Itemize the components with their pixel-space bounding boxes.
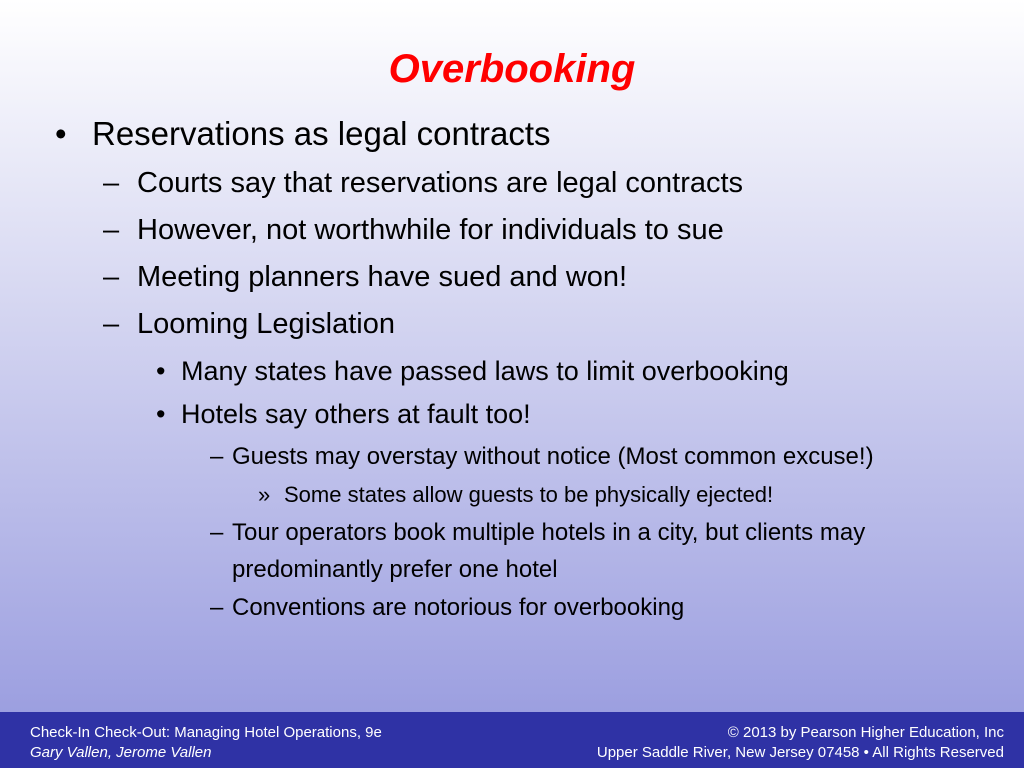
footer-right	[597, 723, 1004, 763]
bullet-text: Guests may overstay without notice (Most common excuse!)	[232, 443, 874, 470]
dash-marker: –	[103, 261, 120, 293]
dash-marker: –	[103, 308, 120, 340]
bullet-marker: •	[156, 356, 166, 386]
bullet-text: Tour operators book multiple hotels in a city, but clients may	[232, 519, 866, 546]
footer-bar	[0, 712, 1024, 768]
bullet-marker: •	[156, 399, 166, 429]
dash-marker: –	[210, 519, 224, 546]
dash-marker: –	[103, 167, 120, 199]
bullet-text: Reservations as legal contracts	[92, 115, 551, 152]
dash-marker: –	[210, 443, 224, 470]
bullet-text: Hotels say others at fault too!	[181, 399, 531, 429]
bullet-text: Some states allow guests to be physically ejected!	[284, 482, 774, 507]
footer-copyright: © 2013 by Pearson Higher Education, Inc	[727, 724, 1004, 741]
chevron-marker: »	[258, 482, 271, 507]
bullet-text: Courts say that reservations are legal contracts	[137, 167, 744, 199]
bullet-text: Conventions are notorious for overbooking	[232, 594, 685, 621]
footer-left	[30, 723, 382, 763]
footer-address: Upper Saddle River, New Jersey 07458 • All Rights Reserved	[596, 744, 1004, 761]
slide-title: Overbooking	[388, 47, 636, 91]
dash-marker: –	[210, 594, 224, 621]
bullet-text-continuation: predominantly prefer one hotel	[232, 556, 558, 583]
footer-book-title: Check-In Check-Out: Managing Hotel Operations, 9e	[30, 724, 382, 741]
bullet-text: Many states have passed laws to limit overbooking	[181, 356, 789, 386]
bullet-text: Looming Legislation	[137, 308, 395, 340]
dash-marker: –	[103, 214, 120, 246]
bullet-text: However, not worthwhile for individuals to sue	[137, 214, 724, 246]
footer-authors: Gary Vallen, Jerome Vallen	[30, 744, 212, 761]
bullet-marker: •	[55, 115, 67, 152]
bullet-text: Meeting planners have sued and won!	[137, 261, 628, 293]
